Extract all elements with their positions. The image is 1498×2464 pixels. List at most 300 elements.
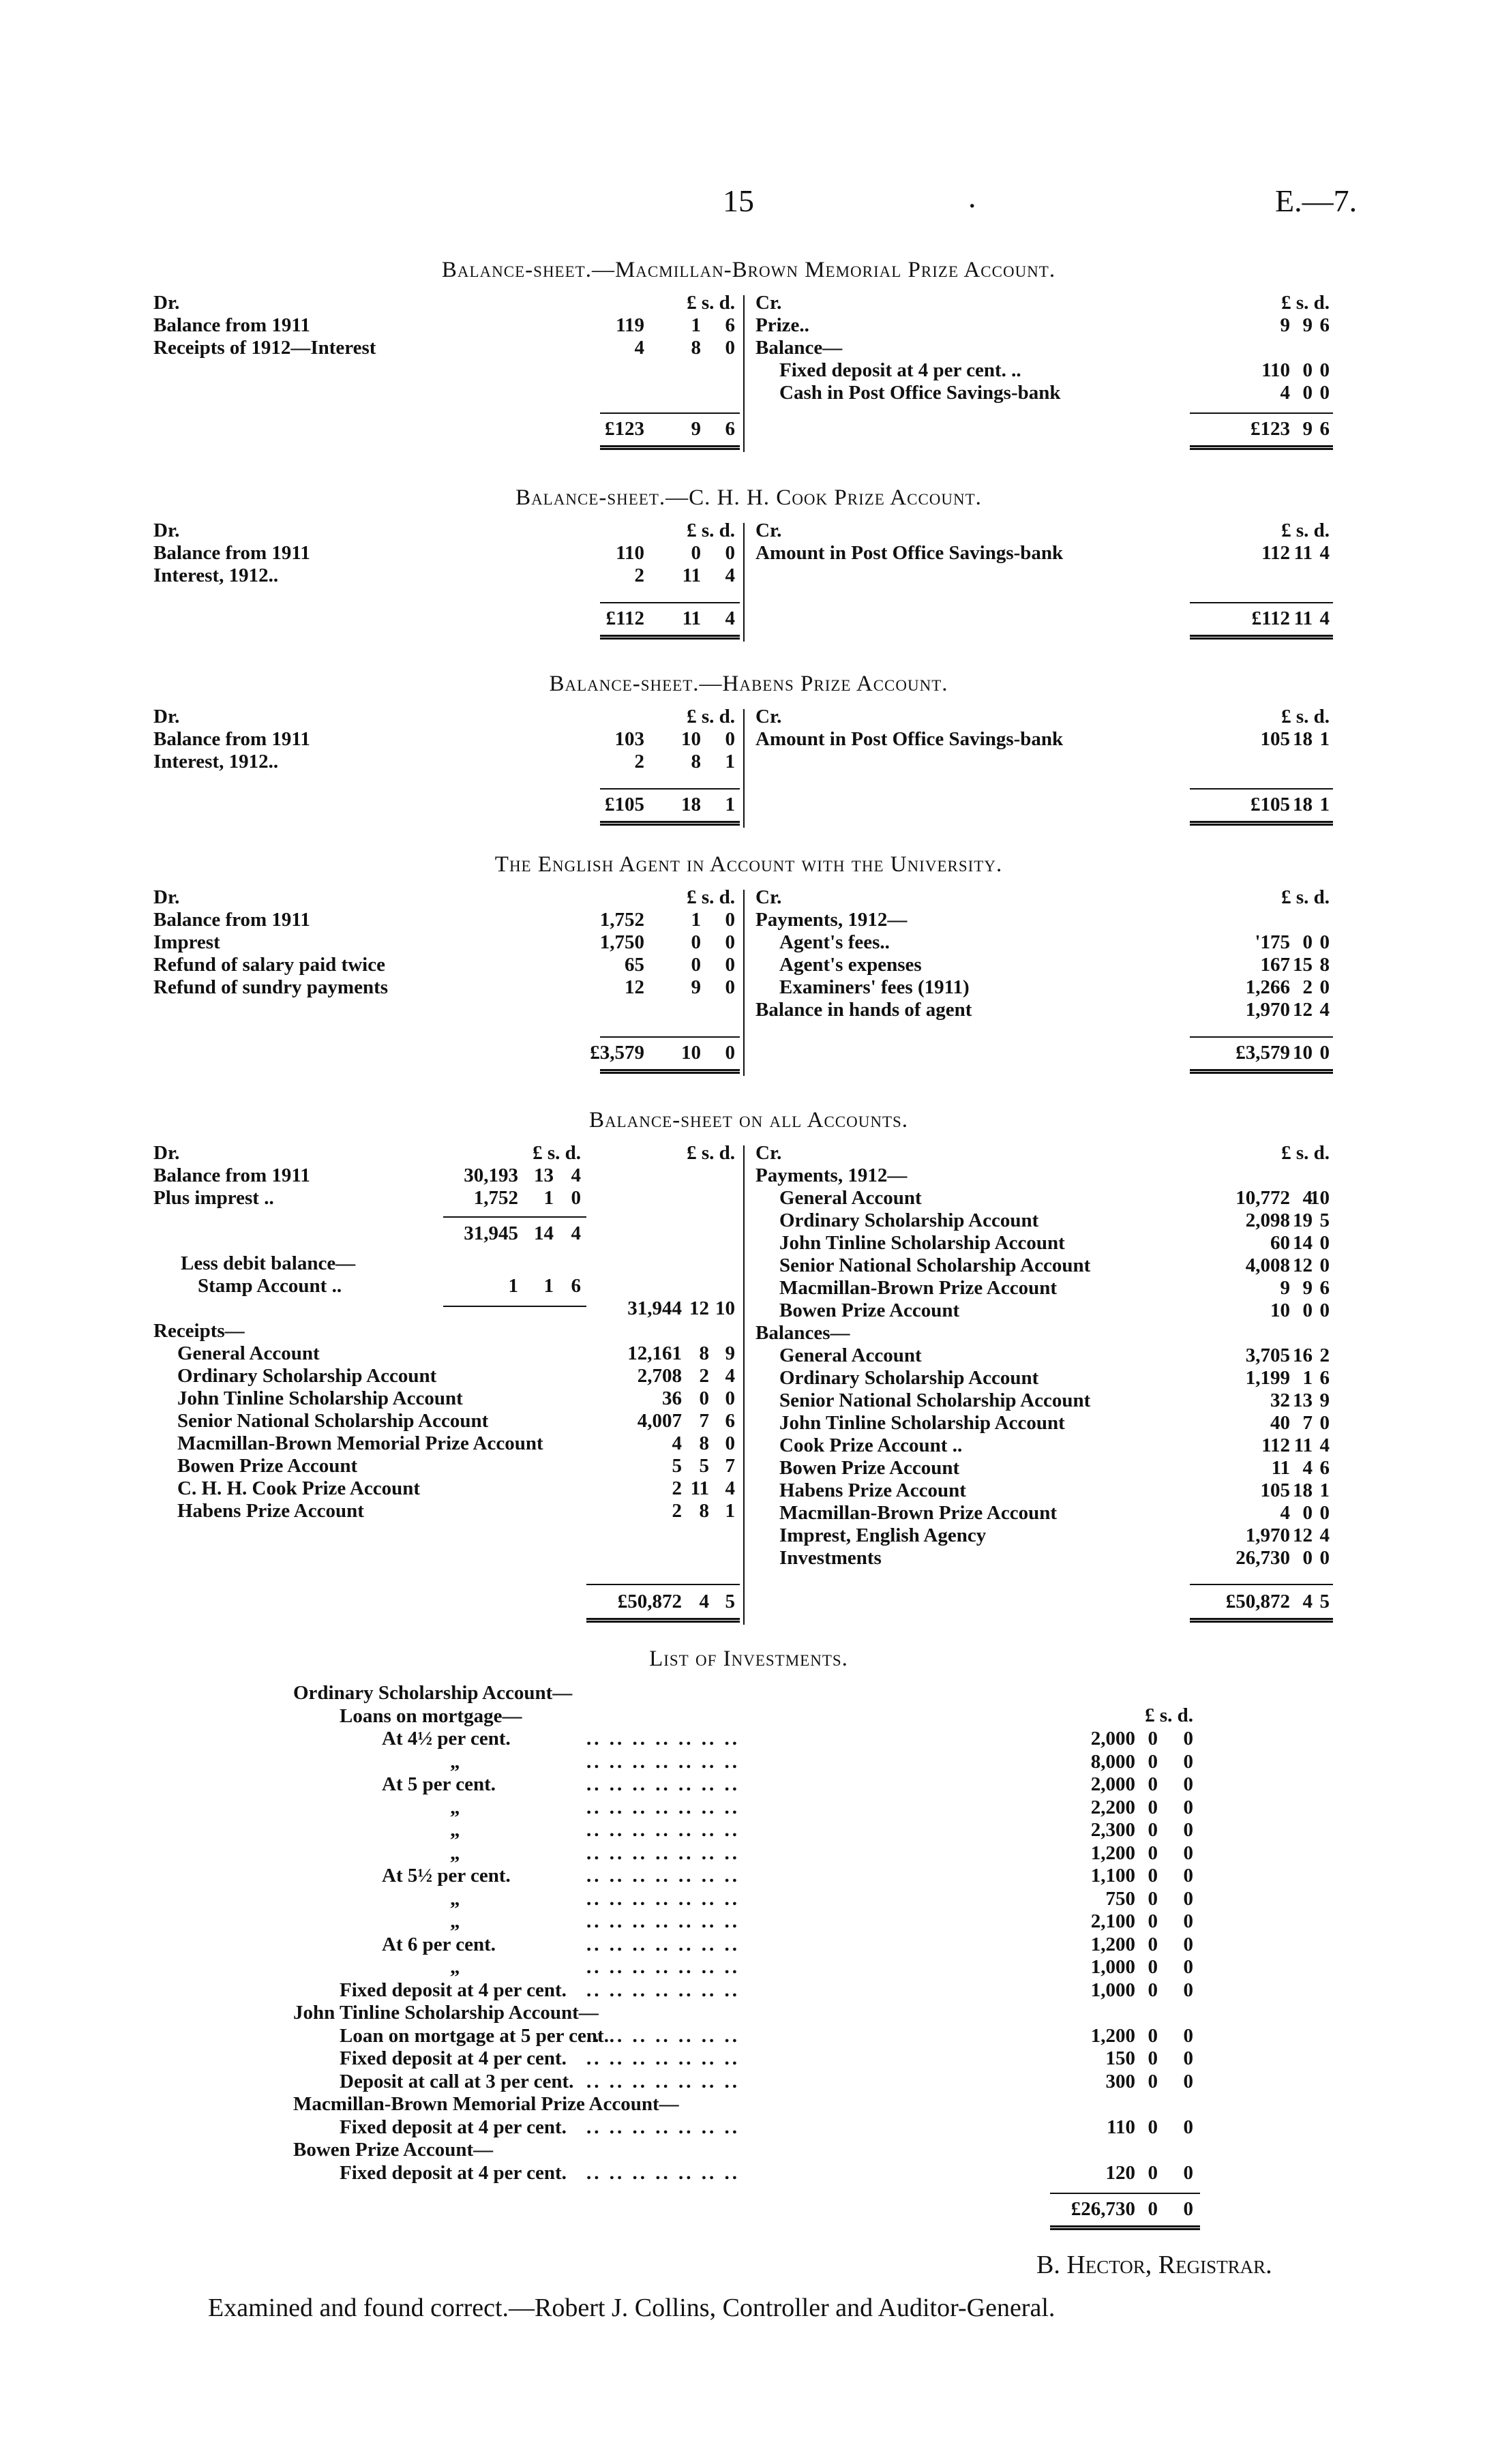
mb-cr-item-pounds: 9 (1280, 314, 1290, 336)
investment-pence: 0 (1183, 1750, 1193, 1773)
leader-dots: .. .. .. .. .. .. .. (586, 2116, 740, 2138)
all-receipt-item: Ordinary Scholarship Account (177, 1365, 437, 1387)
all-balance-item: Senior National Scholarship Account (779, 1389, 1091, 1411)
mb-dr-item-shillings: 1 (691, 314, 701, 336)
all-balance-item-pounds: 1,970 (1245, 1524, 1290, 1546)
mb-cr-total-pence: 6 (1319, 418, 1330, 440)
all-subtotal-pounds: 31,945 (464, 1222, 518, 1244)
mb-dr-item-pence: 0 (725, 337, 735, 359)
all-receipt-item-pounds: 4,007 (637, 1410, 682, 1432)
investment-pounds: 8,000 (1090, 1750, 1135, 1773)
leader-dots: .. .. .. .. .. .. .. (586, 1979, 740, 2001)
all-receipt-item-shillings: 2 (699, 1365, 709, 1387)
all-balance-item-pounds: 112 (1261, 1434, 1290, 1456)
registrar-signature: B. Hector, Registrar. (1036, 2251, 1272, 2279)
habens-dr-item-pounds: 2 (634, 751, 644, 772)
all-payment-item-pounds: 9 (1280, 1277, 1290, 1299)
page-dot: . (968, 179, 976, 214)
all-receipt-item-pounds: 12,161 (627, 1342, 682, 1364)
all-balance-item-pence: 9 (1319, 1389, 1330, 1411)
agent-dr-item-pounds: 65 (625, 954, 644, 976)
all-receipt-item-pence: 1 (725, 1500, 735, 1522)
all-receipt-item-shillings: 5 (699, 1455, 709, 1477)
all-payment-item-pounds: 10,772 (1235, 1187, 1290, 1209)
mb-dr-item-pounds: 119 (616, 314, 644, 336)
all-cr-total-shillings: 4 (1302, 1591, 1313, 1612)
all-balance-item-shillings: 7 (1302, 1412, 1313, 1434)
cook-cr-double-rule (1190, 635, 1333, 640)
leader-dots: .. .. .. .. .. .. .. (586, 1933, 740, 1955)
all-balance-item-shillings: 11 (1293, 1434, 1313, 1456)
investment-line: Deposit at call at 3 per cent. (340, 2070, 574, 2092)
agent-cr-item-shillings: 0 (1302, 931, 1313, 953)
cook-cr-item: Amount in Post Office Savings-bank (755, 542, 1064, 564)
all-balance-item-pence: 1 (1319, 1479, 1330, 1501)
all-dr-double-rule (586, 1618, 740, 1623)
agent-cr-item: Examiners' fees (1911) (779, 976, 970, 998)
investment-line: At 5½ per cent. (382, 1865, 511, 1887)
all-receipt-item-pounds: 2,708 (637, 1365, 682, 1387)
all-dr-total-pence: 5 (725, 1591, 735, 1612)
habens-cr-label: Cr. (755, 706, 782, 727)
all-net-pounds: 31,944 (627, 1297, 682, 1319)
habens-cr-item: Amount in Post Office Savings-bank (755, 728, 1064, 750)
cook-dr-double-rule (600, 635, 740, 640)
investments-double-rule (1050, 2225, 1200, 2230)
investment-pence: 0 (1183, 1842, 1193, 1864)
all-dr-total-shillings: 4 (699, 1591, 709, 1612)
agent-dr-item-pence: 0 (725, 909, 735, 931)
agent-column-rule (743, 890, 745, 1076)
agent-cr-total-shillings: 10 (1293, 1042, 1313, 1064)
investment-pounds: 1,100 (1090, 1865, 1135, 1887)
all-payment-item-pence: 6 (1319, 1277, 1330, 1299)
investment-line: „ (450, 1842, 460, 1864)
mb-cr-item: Balance— (755, 337, 843, 359)
investment-shillings: 0 (1148, 1728, 1158, 1749)
all-payment-item-pence: 0 (1319, 1232, 1330, 1254)
mb-dr-item-pence: 6 (725, 314, 735, 336)
all-receipt-item-pence: 7 (725, 1455, 735, 1477)
habens-dr-item-shillings: 8 (691, 751, 701, 772)
investment-pounds: 2,100 (1090, 1910, 1135, 1932)
investment-shillings: 0 (1148, 2070, 1158, 2092)
all-balance-item-shillings: 16 (1293, 1344, 1313, 1366)
investment-line: Loan on mortgage at 5 per cent. (340, 2024, 609, 2047)
all-imprest-pence: 0 (571, 1187, 581, 1209)
mb-cr-item-shillings: 0 (1302, 382, 1313, 404)
all-payment-item-shillings: 14 (1293, 1232, 1313, 1254)
investment-shillings: 0 (1148, 1979, 1158, 2001)
habens-cr-item-pence: 1 (1319, 728, 1330, 750)
leader-dots: .. .. .. .. .. .. .. (586, 2161, 740, 2184)
agent-dr-item: Refund of sundry payments (153, 976, 389, 998)
investment-pence: 0 (1183, 1933, 1193, 1955)
cook-dr-lsd-header: £ s. d. (687, 520, 735, 541)
agent-cr-sum-rule (1190, 1036, 1333, 1038)
investment-line: At 6 per cent. (382, 1933, 496, 1955)
all-balance-item-pounds: 26,730 (1235, 1547, 1290, 1569)
all-receipt-item-pence: 0 (725, 1387, 735, 1409)
all-dr-lsd-header-1: £ s. d. (533, 1142, 581, 1164)
all-receipt-item: Macmillan-Brown Memorial Prize Account (177, 1432, 543, 1454)
all-balance-item-shillings: 13 (1293, 1389, 1313, 1411)
investments-total-pounds: £26,730 (1070, 2198, 1135, 2220)
investment-line: „ (450, 1887, 460, 1910)
investment-pence: 0 (1183, 1773, 1193, 1795)
investment-line: John Tinline Scholarship Account— (293, 2002, 599, 2024)
habens-dr-total-shillings: 18 (681, 794, 701, 815)
cook-dr-item: Balance from 1911 (153, 542, 310, 564)
investment-shillings: 0 (1148, 1887, 1158, 1910)
investment-pounds: 1,000 (1090, 1956, 1135, 1978)
all-dr-label: Dr. (153, 1142, 180, 1164)
all-balance-item-shillings: 12 (1293, 1524, 1313, 1546)
all-balance-item-pounds: 1,199 (1245, 1367, 1290, 1389)
investment-pounds: 2,000 (1090, 1728, 1135, 1749)
all-balance-item: Cook Prize Account .. (779, 1434, 963, 1456)
agent-cr-total-pence: 0 (1319, 1042, 1330, 1064)
mb-title: Balance-sheet.—Macmillan-Brown Memorial Prize Account. (441, 258, 1056, 282)
investments-title: List of Investments. (649, 1647, 848, 1671)
all-cr-total-pence: 5 (1319, 1591, 1330, 1612)
habens-dr-item-shillings: 10 (681, 728, 701, 750)
investment-pence: 0 (1183, 2047, 1193, 2069)
all-cr-label: Cr. (755, 1142, 782, 1164)
investments-sum-rule (1050, 2193, 1200, 2194)
investment-shillings: 0 (1148, 1933, 1158, 1955)
all-receipt-item-pence: 4 (725, 1477, 735, 1499)
investment-shillings: 0 (1148, 1956, 1158, 1978)
all-receipt-item-pounds: 36 (662, 1387, 682, 1409)
mb-cr-sum-rule (1190, 412, 1333, 414)
investment-line: „ (450, 1910, 460, 1932)
cook-dr-label: Dr. (153, 520, 180, 541)
all-payment-item: Senior National Scholarship Account (779, 1254, 1091, 1276)
all-receipt-item: Bowen Prize Account (177, 1455, 358, 1477)
all-balance-item-pounds: 32 (1270, 1389, 1290, 1411)
investment-line: Fixed deposit at 4 per cent. (340, 2047, 567, 2069)
all-dr-sum-rule (586, 1584, 740, 1585)
all-payment-item-pounds: 60 (1270, 1232, 1290, 1254)
habens-dr-item-pence: 0 (725, 728, 735, 750)
mb-cr-item: Fixed deposit at 4 per cent. .. (779, 359, 1021, 381)
agent-cr-lsd-header: £ s. d. (1281, 886, 1330, 908)
all-payment-item: Ordinary Scholarship Account (779, 1210, 1039, 1231)
agent-cr-item-pence: 8 (1319, 954, 1330, 976)
investment-pounds: 110 (1107, 2116, 1135, 2138)
agent-dr-item-shillings: 1 (691, 909, 701, 931)
leader-dots: .. .. .. .. .. .. .. (586, 1887, 740, 1910)
investment-pence: 0 (1183, 2161, 1193, 2184)
agent-cr-double-rule (1190, 1069, 1333, 1074)
all-payment-item-pence: 5 (1319, 1210, 1330, 1231)
investment-pence: 0 (1183, 1956, 1193, 1978)
all-receipt-item-pence: 4 (725, 1365, 735, 1387)
investment-pounds: 120 (1105, 2161, 1135, 2184)
leader-dots: .. .. .. .. .. .. .. (586, 1773, 740, 1795)
agent-cr-item-pence: 0 (1319, 931, 1330, 953)
agent-dr-item-pence: 0 (725, 976, 735, 998)
mb-cr-item-shillings: 9 (1302, 314, 1313, 336)
mb-cr-item-pounds: 110 (1261, 359, 1290, 381)
mb-cr-item-pence: 6 (1319, 314, 1330, 336)
all-balance-shillings: 13 (534, 1165, 554, 1186)
all-balances-label: Balances— (755, 1322, 850, 1344)
all-balance-item-pounds: 3,705 (1245, 1344, 1290, 1366)
all-receipt-item-pounds: 4 (672, 1432, 682, 1454)
mb-cr-total-shillings: 9 (1302, 418, 1313, 440)
mb-dr-item: Balance from 1911 (153, 314, 310, 336)
cook-dr-item-pounds: 2 (634, 565, 644, 586)
all-receipt-item-shillings: 11 (690, 1477, 709, 1499)
habens-dr-total-pounds: £105 (605, 794, 644, 815)
all-receipt-item: John Tinline Scholarship Account (177, 1387, 463, 1409)
mb-dr-item-shillings: 8 (691, 337, 701, 359)
investment-line: Loans on mortgage— (340, 1704, 522, 1727)
investment-pence: 0 (1183, 1979, 1193, 2001)
all-less-debit-balance: Less debit balance— (181, 1252, 356, 1274)
leader-dots: .. .. .. .. .. .. .. (586, 1910, 740, 1932)
investments-total-pence: 0 (1183, 2198, 1193, 2220)
cook-cr-lsd-header: £ s. d. (1281, 520, 1330, 541)
all-net-pence: 10 (715, 1297, 735, 1319)
cook-cr-item-pence: 4 (1319, 542, 1330, 564)
mb-dr-total-shillings: 9 (691, 418, 701, 440)
all-balance-item: General Account (779, 1344, 922, 1366)
investment-pence: 0 (1183, 1728, 1193, 1749)
cook-dr-item-pounds: 110 (616, 542, 644, 564)
all-payment-item: John Tinline Scholarship Account (779, 1232, 1065, 1254)
habens-dr-item: Balance from 1911 (153, 728, 310, 750)
all-receipt-item: General Account (177, 1342, 320, 1364)
investment-pounds: 1,200 (1090, 1933, 1135, 1955)
all-payment-item: Macmillan-Brown Prize Account (779, 1277, 1058, 1299)
all-payment-item-pounds: 4,008 (1245, 1254, 1290, 1276)
mb-cr-double-rule (1190, 445, 1333, 450)
leader-dots: .. .. .. .. .. .. .. (586, 1865, 740, 1887)
all-payment-item: General Account (779, 1187, 922, 1209)
all-receipt-item-shillings: 8 (699, 1342, 709, 1364)
habens-dr-total-pence: 1 (725, 794, 735, 815)
all-payment-item: Bowen Prize Account (779, 1299, 960, 1321)
all-stamp-pence: 6 (571, 1275, 581, 1297)
all-payment-item-pence: 0 (1319, 1254, 1330, 1276)
leader-dots: .. .. .. .. .. .. .. (586, 2024, 740, 2047)
mb-cr-label: Cr. (755, 292, 782, 314)
agent-dr-item-pounds: 12 (625, 976, 644, 998)
habens-dr-item: Interest, 1912.. (153, 751, 279, 772)
all-balance-item-pence: 2 (1319, 1344, 1330, 1366)
all-cr-sum-rule (1190, 1584, 1333, 1585)
all-payment-item-pounds: 2,098 (1245, 1210, 1290, 1231)
all-payment-item-shillings: 9 (1302, 1277, 1313, 1299)
all-dr-total-pounds: £50,872 (617, 1591, 682, 1612)
habens-cr-total-pence: 1 (1319, 794, 1330, 815)
agent-cr-item: Agent's fees.. (779, 931, 890, 953)
all-receipt-item-shillings: 8 (699, 1500, 709, 1522)
all-balance-item-pence: 4 (1319, 1434, 1330, 1456)
all-balance-item-shillings: 0 (1302, 1547, 1313, 1569)
agent-dr-item-pence: 0 (725, 954, 735, 976)
investments-lsd-header: £ s. d. (1145, 1704, 1193, 1726)
all-balance-item-pence: 0 (1319, 1547, 1330, 1569)
investments-total-shillings: 0 (1148, 2198, 1158, 2220)
habens-dr-label: Dr. (153, 706, 180, 727)
all-receipt-item-shillings: 0 (699, 1387, 709, 1409)
habens-dr-double-rule (600, 821, 740, 826)
all-payment-item-shillings: 4 (1302, 1187, 1313, 1209)
all-balance-item: Investments (779, 1547, 882, 1569)
agent-dr-double-rule (600, 1069, 740, 1074)
all-stamp-account: Stamp Account .. (198, 1275, 342, 1297)
investment-line: Bowen Prize Account— (293, 2139, 494, 2161)
all-stamp-pounds: 1 (508, 1275, 518, 1297)
mb-cr-total-pounds: £123 (1250, 418, 1290, 440)
investment-pounds: 150 (1105, 2047, 1135, 2069)
cook-dr-item: Interest, 1912.. (153, 565, 279, 586)
investment-pounds: 750 (1105, 1887, 1135, 1910)
mb-cr-lsd-header: £ s. d. (1281, 292, 1330, 314)
all-balance-item-pence: 6 (1319, 1367, 1330, 1389)
mb-cr-item-pence: 0 (1319, 359, 1330, 381)
habens-cr-lsd-header: £ s. d. (1281, 706, 1330, 727)
all-cr-total-pounds: £50,872 (1225, 1591, 1290, 1612)
mb-dr-label: Dr. (153, 292, 180, 314)
habens-column-rule (743, 709, 745, 828)
cook-dr-item-shillings: 0 (691, 542, 701, 564)
agent-cr-item-shillings: 2 (1302, 976, 1313, 998)
all-receipt-item: Habens Prize Account (177, 1500, 364, 1522)
investment-pence: 0 (1183, 1865, 1193, 1887)
agent-dr-item: Imprest (153, 931, 220, 953)
all-payment-item-shillings: 19 (1293, 1210, 1313, 1231)
all-payments-label: Payments, 1912— (755, 1165, 908, 1186)
agent-cr-total-pounds: £3,579 (1235, 1042, 1290, 1064)
all-receipt-item: Senior National Scholarship Account (177, 1410, 489, 1432)
agent-cr-label: Cr. (755, 886, 782, 908)
cook-cr-item-shillings: 11 (1293, 542, 1313, 564)
all-payment-item-pounds: 10 (1270, 1299, 1290, 1321)
all-balance-item-pounds: 40 (1270, 1412, 1290, 1434)
investment-pence: 0 (1183, 1887, 1193, 1910)
mb-column-rule (743, 295, 745, 452)
cook-column-rule (743, 523, 745, 642)
cook-dr-total-shillings: 11 (682, 607, 701, 629)
all-balance-item-pounds: 4 (1280, 1502, 1290, 1524)
agent-dr-item-shillings: 9 (691, 976, 701, 998)
investment-line: Macmillan-Brown Memorial Prize Account— (293, 2093, 679, 2115)
investment-pounds: 2,000 (1090, 1773, 1135, 1795)
all-receipt-item-pence: 9 (725, 1342, 735, 1364)
investment-line: „ (450, 1956, 460, 1978)
cook-cr-sum-rule (1190, 602, 1333, 603)
all-column-rule (743, 1145, 745, 1625)
all-balance-item: Ordinary Scholarship Account (779, 1367, 1039, 1389)
all-receipt-item-pounds: 5 (672, 1455, 682, 1477)
investment-line: Fixed deposit at 4 per cent. (340, 2161, 567, 2184)
agent-dr-item-pounds: 1,752 (599, 909, 644, 931)
investment-pence: 0 (1183, 2024, 1193, 2047)
agent-cr-item-shillings: 12 (1293, 999, 1313, 1021)
all-balance-item: Imprest, English Agency (779, 1524, 987, 1546)
habens-dr-sum-rule (600, 788, 740, 790)
all-balance-item-shillings: 4 (1302, 1457, 1313, 1479)
agent-dr-total-pence: 0 (725, 1042, 735, 1064)
investment-line: Fixed deposit at 4 per cent. (340, 2116, 567, 2138)
agent-dr-item-pence: 0 (725, 931, 735, 953)
all-payment-item-pence: 10 (1310, 1187, 1330, 1209)
cook-cr-item-pounds: 112 (1261, 542, 1290, 564)
agent-cr-item-pounds: 167 (1260, 954, 1290, 976)
all-receipt-item-shillings: 8 (699, 1432, 709, 1454)
cook-cr-label: Cr. (755, 520, 782, 541)
all-subtotal-rule (443, 1216, 586, 1218)
all-receipts-label: Receipts— (153, 1320, 245, 1342)
agent-cr-item: Balance in hands of agent (755, 999, 972, 1021)
document-reference: E.—7. (1275, 183, 1358, 218)
all-balance-item-pence: 4 (1319, 1524, 1330, 1546)
all-imprest-shillings: 1 (543, 1187, 554, 1209)
all-imprest-pounds: 1,752 (473, 1187, 518, 1209)
habens-cr-total-shillings: 18 (1293, 794, 1313, 815)
investment-pence: 0 (1183, 1910, 1193, 1932)
leader-dots: .. .. .. .. .. .. .. (586, 1842, 740, 1864)
investment-shillings: 0 (1148, 1910, 1158, 1932)
all-receipt-item-pence: 6 (725, 1410, 735, 1432)
habens-dr-item-pounds: 103 (614, 728, 644, 750)
investment-shillings: 0 (1148, 2024, 1158, 2047)
all-balance-item-pounds: 105 (1260, 1479, 1290, 1501)
agent-dr-item-shillings: 0 (691, 931, 701, 953)
all-balance-item-pounds: 11 (1271, 1457, 1290, 1479)
cook-dr-sum-rule (600, 602, 740, 603)
all-stamp-shillings: 1 (543, 1275, 554, 1297)
agent-dr-sum-rule (600, 1036, 740, 1038)
mb-dr-total-pence: 6 (725, 418, 735, 440)
investment-pence: 0 (1183, 1796, 1193, 1818)
agent-dr-item-pounds: 1,750 (599, 931, 644, 953)
investment-pence: 0 (1183, 2070, 1193, 2092)
mb-dr-total-pounds: £123 (605, 418, 644, 440)
all-balance-item-shillings: 1 (1302, 1367, 1313, 1389)
all-balance-pounds: 30,193 (464, 1165, 518, 1186)
investment-pence: 0 (1183, 1819, 1193, 1841)
mb-dr-item-pounds: 4 (634, 337, 644, 359)
habens-cr-double-rule (1190, 821, 1333, 826)
all-balance-item-pence: 6 (1319, 1457, 1330, 1479)
investment-shillings: 0 (1148, 1842, 1158, 1864)
investment-shillings: 0 (1148, 1796, 1158, 1818)
investment-pounds: 1,200 (1090, 2024, 1135, 2047)
leader-dots: .. .. .. .. .. .. .. (586, 1750, 740, 1773)
all-balance-item: Habens Prize Account (779, 1479, 966, 1501)
all-receipt-item-shillings: 7 (699, 1410, 709, 1432)
agent-dr-label: Dr. (153, 886, 180, 908)
all-receipt-item-pence: 0 (725, 1432, 735, 1454)
investment-pounds: 1,000 (1090, 1979, 1135, 2001)
agent-cr-item-pounds: 1,266 (1245, 976, 1290, 998)
agent-cr-item: Agent's expenses (779, 954, 922, 976)
agent-dr-item: Refund of salary paid twice (153, 954, 385, 976)
mb-cr-item-pounds: 4 (1280, 382, 1290, 404)
all-payment-item-pence: 0 (1319, 1299, 1330, 1321)
all-balance-from-1911: Balance from 1911 (153, 1165, 310, 1186)
agent-dr-lsd-header: £ s. d. (687, 886, 735, 908)
investment-shillings: 0 (1148, 1750, 1158, 1773)
mb-dr-item: Receipts of 1912—Interest (153, 337, 376, 359)
mb-cr-item: Prize.. (755, 314, 809, 336)
